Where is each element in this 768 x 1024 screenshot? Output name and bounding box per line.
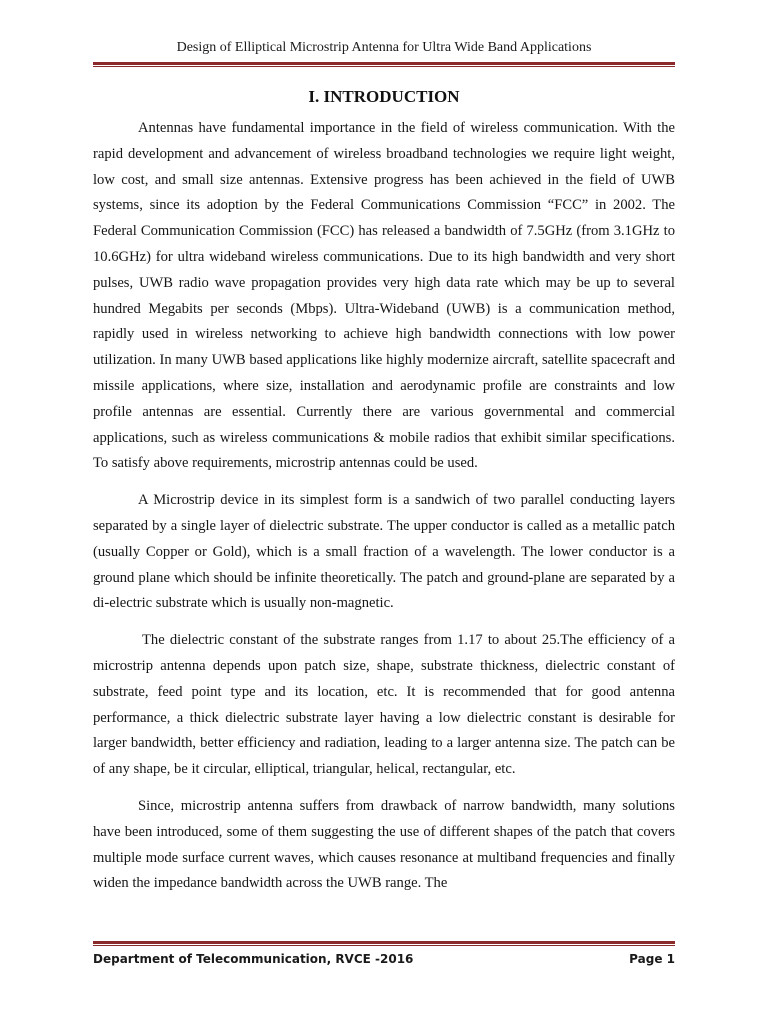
page-footer — [93, 949, 675, 969]
page-body — [93, 86, 675, 897]
paragraph-dielectric-constant: The dielectric constant of the substrate ranges from 1.17 to about 25.The efficiency of a microstrip antenna depends upon patch size, shape, substrate thickness, dielectric constant of substrate, feed point type and its location, etc. It is recommended that for good antenna performance, a thick dielectric substrate layer having a low dielectric constant is desirable for larger bandwidth, better efficiency and radiation, leading to a larger antenna size. The patch can be of any shape, be it circular, elliptical, triangular, helical, rectangular, etc. — [93, 632, 675, 778]
footer-rule-thin — [93, 945, 675, 946]
paragraph-introduction: Antennas have fundamental importance in the field of wireless communication. With the rapid development and advancement of wireless broadband technologies we require light weight, low cost, and small size antennas. Extensive progress has been achieved in the field of UWB systems, since its adoption by the Federal Communications Commission “FCC” in 2002. The Federal Communication Commission (FCC) has released a bandwidth of 7.5GHz (from 3.1GHz to 10.6GHz) for ultra wideband wireless communications. Due to its high bandwidth and very short pulses, UWB radio wave propagation provides very high data rate which may be up to several hundred Megabits per seconds (Mbps). Ultra-Wideband (UWB) is a communication method, rapidly used in wireless networking to achieve high bandwidth connections with low power utilization. In many UWB based applications like highly modernize aircraft, satellite spacecraft and missile applications, where size, installation and aerodynamic profile are constraints and low profile antennas are essential. Currently there are various governmental and commercial applications, such as wireless communications & mobile radios that exhibit similar specifications. To satisfy above requirements, microstrip antennas could be used. — [93, 120, 675, 472]
header-rule-thin — [93, 66, 675, 67]
footer-department: Department of Telecommunication, RVCE -2016 — [93, 952, 414, 966]
paragraph-microstrip-device: A Microstrip device in its simplest form is a sandwich of two parallel conducting layers separated by a single layer of dielectric substrate. The upper conductor is called as a metallic patch (usually Copper or Gold), which is a small fraction of a wavelength. The lower conductor is a ground plane which should be infinite theoretically. The patch and ground-plane are separated by a di-electric substrate which is usually non-magnetic. — [93, 492, 675, 612]
section-heading: I. INTRODUCTION — [308, 87, 460, 106]
paragraph-bandwidth-solutions: Since, microstrip antenna suffers from drawback of narrow bandwidth, many solutions have been introduced, some of them suggesting the use of different shapes of the patch that covers multiple mode surface current waves, which causes resonance at multiband frequencies and finally widen the impedance bandwidth across the UWB range. The — [93, 797, 675, 892]
footer-page-number: Page 1 — [629, 952, 675, 966]
running-header: Design of Elliptical Microstrip Antenna for Ultra Wide Band Applications — [176, 40, 592, 55]
